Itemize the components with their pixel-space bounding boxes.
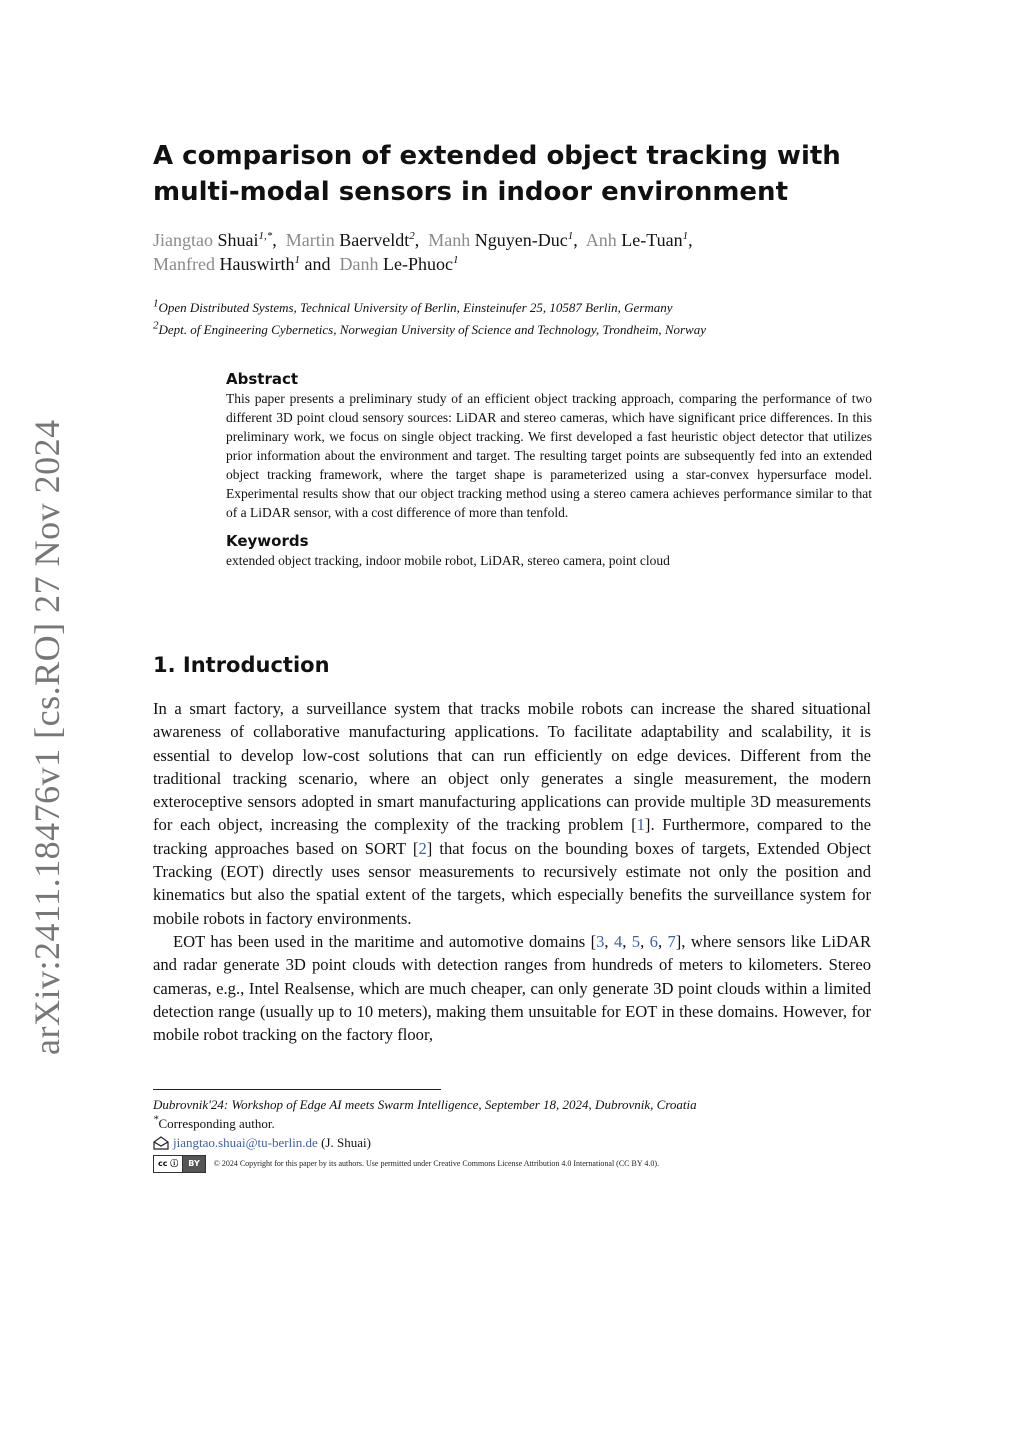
affiliation: $^1$Open Distributed Systems, Technical University of Berlin, Einsteinufer 25, 10587 Berlin, Germany bbox=[153, 297, 673, 315]
paper-title bbox=[153, 138, 853, 210]
citation-link[interactable]: 7 bbox=[667, 931, 676, 951]
affiliations bbox=[153, 297, 873, 341]
abstract-block bbox=[226, 369, 872, 570]
footnotes bbox=[153, 1095, 873, 1173]
citation-link[interactable]: 3 bbox=[596, 931, 605, 951]
keywords-text: extended object tracking, indoor mobile robot, LiDAR, stereo camera, point cloud bbox=[226, 553, 670, 568]
envelope-icon bbox=[153, 1136, 169, 1150]
paragraph: In a smart factory, a surveillance system that tracks mobile robots can increase the shared situational awareness of collaborative manufacturing applications. To facilitate adaptability and scalability, it is essential to develop low-cost solutions that can run efficiently on edge devices. Different from the traditional tracking scenario, where an object only generates a single measurement, the modern exteroceptive sensors adopted in smart manufacturing applications can provide multiple 3D measurements for each object, increasing the complexity of the tracking problem [1]. Furthermore, compared to the tracking approaches based on SORT [2] that focus on the bounding boxes of targets, Extended Object Tracking (EOT) directly uses sensor measurements to recursively estimate not only the position and kinematics but also the spatial extent of the targets, which especially benefits the surveillance system for mobile robots in factory environments. bbox=[153, 699, 872, 928]
citation-link[interactable]: 4 bbox=[613, 931, 623, 951]
affiliation: $^2$Dept. of Engineering Cybernetics, Norwegian University of Science and Technology, Trondheim, Norway bbox=[153, 319, 706, 337]
title-line-1: A comparison of extended object tracking with bbox=[153, 141, 841, 171]
keywords-heading: Keywords bbox=[226, 532, 309, 550]
cc-by-license-icon: cc ⓘ BY bbox=[153, 1155, 206, 1173]
author: Danh Le-Phuoc$^1$ bbox=[339, 254, 459, 274]
author: Jiangtao Shuai$^{1,*}$, bbox=[153, 230, 286, 250]
author: Manh Nguyen-Duc$^1$, bbox=[428, 230, 586, 250]
author-list bbox=[153, 228, 873, 276]
footnote-venue: Dubrovnik'24: Workshop of Edge AI meets Swarm Intelligence, September 18, 2024, Dubrovnik, Croatia bbox=[153, 1097, 697, 1112]
citation-link[interactable]: 2 bbox=[418, 838, 427, 858]
license-row bbox=[153, 1154, 873, 1173]
footnote-corresponding: *Corresponding author. bbox=[153, 1113, 275, 1131]
footnote-rule bbox=[153, 1089, 441, 1090]
author: Manfred Hauswirth$^1$ and bbox=[153, 254, 340, 274]
license-text: © 2024 Copyright for this paper by its authors. Use permitted under Creative Commons License Attribution 4.0 International (CC BY 4.0). bbox=[213, 1159, 659, 1168]
footnote-email-row: jiangtao.shuai@tu-berlin.de (J. Shuai) bbox=[153, 1133, 873, 1152]
section-heading-introduction: 1. Introduction bbox=[153, 653, 330, 677]
abstract-heading: Abstract bbox=[226, 370, 299, 388]
email-link[interactable]: jiangtao.shuai@tu-berlin.de bbox=[173, 1135, 318, 1150]
citation-link[interactable]: 6 bbox=[649, 931, 658, 951]
arxiv-side-stamp: arXiv:2411.18476v1 [cs.RO] 27 Nov 2024 bbox=[27, 419, 67, 1055]
citation-link[interactable]: 1 bbox=[636, 815, 645, 835]
paragraph: EOT has been used in the maritime and automotive domains [3, 4, 5, 6, 7], where sensors like LiDAR and radar generate 3D point clouds with detection ranges from hundreds of meters to kilometers. Stereo cameras, e.g., Intel Realsense, which are much cheaper, can only generate 3D point clouds within a limited detection range (usually up to 10 meters), making them unsuitable for EOT in these domains. However, for mobile robot tracking on the factory floor, bbox=[153, 931, 872, 1045]
abstract-text: This paper presents a preliminary study of an efficient object tracking approach, comparing the performance of two different 3D point cloud sensory sources: LiDAR and stereo cameras, which have significant price differences. In this preliminary work, we focus on single object tracking. We first developed a fast heuristic object detector that utilizes prior information about the environment and target. The resulting target points are subsequently fed into an extended object tracking framework, where the target shape is parameterized using a star-convex hypersurface model. Experimental results show that our object tracking method using a stereo camera achieves performance similar to that of a LiDAR sensor, with a cost difference of more than tenfold. bbox=[226, 391, 872, 520]
author: Anh Le-Tuan$^1$, bbox=[585, 230, 693, 250]
introduction-body bbox=[153, 697, 871, 1046]
title-line-2: multi-modal sensors in indoor environment bbox=[153, 177, 788, 207]
author: Martin Baerveldt$^2$, bbox=[285, 230, 429, 250]
citation-link[interactable]: 5 bbox=[631, 931, 641, 951]
